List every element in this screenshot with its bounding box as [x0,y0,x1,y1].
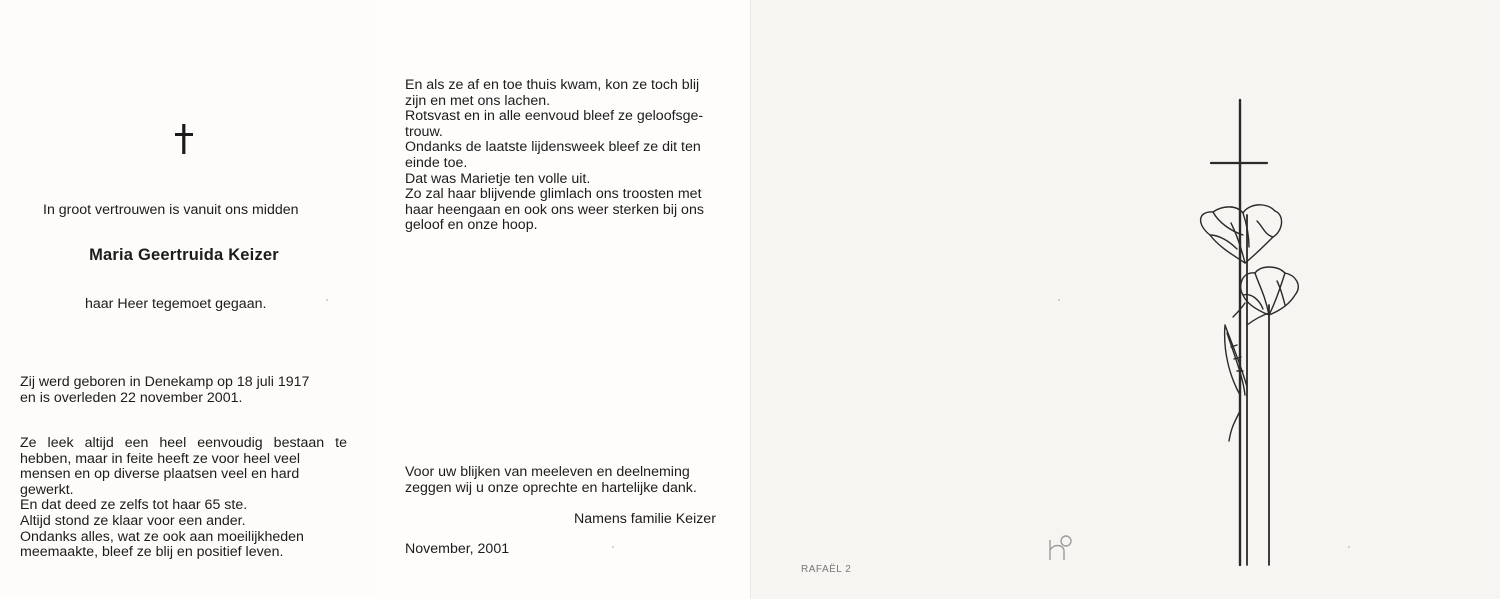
passed-line: haar Heer tegemoet gegaan. [85,296,267,312]
cross-icon [175,124,193,154]
life-text-line: meemaakte, bleef ze blij en positief leven. [20,544,284,561]
memory-text-line: Dat was Marietje ten volle uit. [405,170,591,187]
paper-speck [612,546,614,548]
memory-text-line: trouw. [405,123,443,140]
paper-speck [1058,299,1060,301]
life-text-line: mensen en op diverse plaatsen veel en hard [20,466,300,483]
life-text-line: hebben, maar in feite heeft ze voor heel veel [20,450,300,467]
memory-text-line: haar heengaan en ook ons weer sterken bij ons [405,201,704,218]
memory-text-line: Zo zal haar blijvende glimlach ons troosten met [405,186,702,203]
memory-text-line: geloof en onze hoop. [405,217,538,234]
death-line: en is overleden 22 november 2001. [20,389,243,406]
rose-cross-illustration [1185,95,1315,575]
life-text-line: En dat deed ze zelfs tot haar 65 ste. [20,497,248,514]
birth-line: Zij werd geboren in Denekamp op 18 juli 1917 [20,374,310,390]
card-right-panel [750,0,1500,599]
paper-speck [1348,546,1350,548]
card-date: November, 2001 [405,541,510,557]
card-left-panel [0,0,378,599]
life-text-line: Ze leek altijd een heel eenvoudig bestaan te [20,435,347,451]
printer-code: RAFAËL 2 [801,564,852,575]
memory-text-line: Rotsvast en in alle eenvoud bleef ze geloofsge- [405,108,704,125]
life-text-line: gewerkt. [20,481,74,498]
memory-text-line: Ondanks de laatste lijdensweek bleef ze dit ten [405,139,701,156]
memory-text-line: einde toe. [405,155,468,171]
printer-logo [1040,532,1080,572]
deceased-name: Maria Geertruida Keizer [89,246,279,264]
thanks-text-line: zeggen wij u onze oprechte en hartelijke dank. [405,479,697,496]
card-middle-panel [378,0,750,599]
family-signature: Namens familie Keizer [574,511,716,527]
memory-text-line: En als ze af en toe thuis kwam, kon ze toch blij [405,77,700,93]
intro-line: In groot vertrouwen is vanuit ons midden [43,202,299,218]
memory-text-line: zijn en met ons lachen. [405,92,551,109]
paper-speck [326,299,328,301]
life-text-line: Altijd stond ze klaar voor een ander. [20,513,246,529]
thanks-text-line: Voor uw blijken van meeleven en deelneming [405,464,690,480]
life-text-line: Ondanks alles, wat ze ook aan moeilijkheden [20,528,304,545]
